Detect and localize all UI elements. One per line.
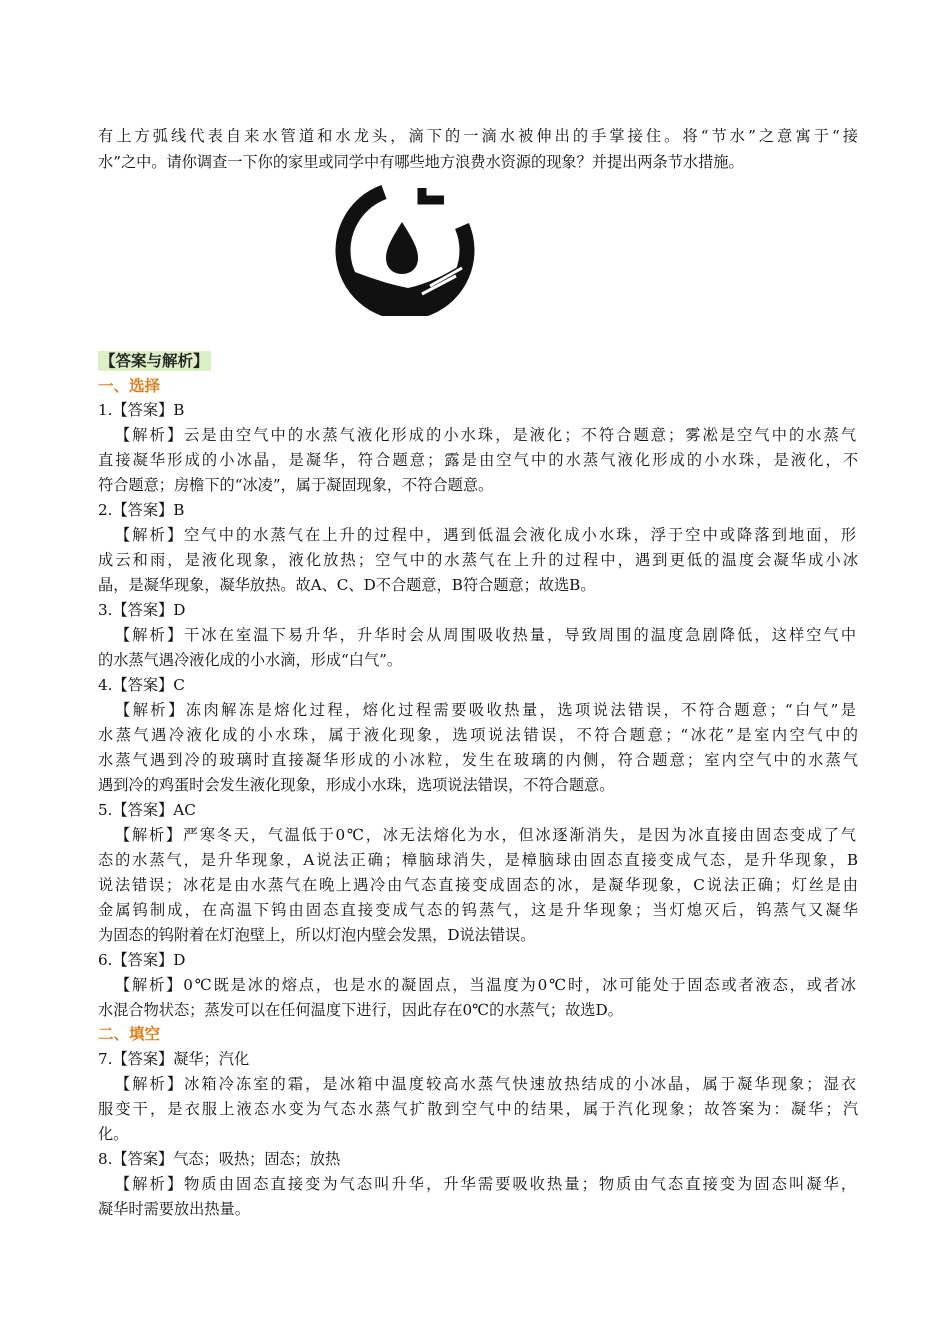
analysis-line: 【解析】空气中的水蒸气在上升的过程中，遇到低温会液化成小水珠，浮于空中或降落到地面，形 — [115, 526, 856, 544]
section-title-choice: 一、选择 — [98, 376, 161, 395]
analysis-line: 态的水蒸气，是升华现象，A说法正确；樟脑球消失，是樟脑球由固态直接变成气态，是升华现象，B — [98, 851, 858, 869]
analysis-line: 遇到冷的鸡蛋时会发生液化现象，形成小水珠，选项说法错误，不符合题意。 — [98, 776, 615, 794]
analysis-line: 【解析】冻肉解冻是熔化过程，熔化过程需要吸收热量，选项说法错误，不符合题意；“白气”是 — [115, 701, 856, 719]
answer-line: 8.【答案】气态；吸热；固态；放热 — [98, 1150, 341, 1168]
answer-line: 6.【答案】D — [98, 951, 186, 969]
analysis-line: 【解析】干冰在室温下易升华，升华时会从周围吸收热量，导致周围的温度急剧降低，这样空气中 — [115, 626, 856, 644]
intro-line-1: 有上方弧线代表自来水管道和水龙头，滴下的一滴水被伸出的手掌接住。将“节水”之意寓于“接 — [98, 127, 858, 145]
answer-line: 3.【答案】D — [98, 601, 186, 619]
analysis-line: 服变干，是衣服上液态水变为气态水蒸气扩散到空气中的结果，属于汽化现象；故答案为：凝华；汽 — [98, 1100, 858, 1118]
water-saving-logo-icon — [326, 180, 478, 316]
analysis-line: 成云和雨，是液化现象，液化放热；空气中的水蒸气在上升的过程中，遇到更低的温度会凝华成小冰 — [98, 551, 858, 569]
analysis-line: 水混合物状态；蒸发可以在任何温度下进行，因此存在0℃的水蒸气；故选D。 — [98, 1001, 623, 1019]
analysis-line: 凝华时需要放出热量。 — [98, 1200, 250, 1218]
answer-line: 7.【答案】凝华；汽化 — [98, 1050, 250, 1068]
section-title-fill: 二、填空 — [98, 1024, 161, 1043]
analysis-line: 金属钨制成，在高温下钨由固态直接变成气态的钨蒸气，这是升华现象；当灯熄灭后，钨蒸气又凝华 — [98, 901, 858, 919]
analysis-line: 【解析】严寒冬天，气温低于0℃，冰无法熔化为水，但冰逐渐消失，是因为冰直接由固态变成了气 — [115, 826, 856, 844]
analysis-line: 为固态的钨附着在灯泡壁上，所以灯泡内壁会发黑，D说法错误。 — [98, 926, 536, 944]
intro-line-2: 水”之中。请你调查一下你的家里或同学中有哪些地方浪费水资源的现象？并提出两条节水措施。 — [98, 153, 744, 171]
analysis-line: 【解析】云是由空气中的水蒸气液化形成的小水珠，是液化；不符合题意；雾凇是空气中的水蒸气 — [115, 426, 856, 444]
analysis-line: 说法错误；冰花是由水蒸气在晚上遇冷由气态直接变成固态的冰，是凝华现象，C说法正确；灯丝是由 — [98, 876, 858, 894]
analysis-line: 晶，是凝华现象，凝华放热。故A、C、D不合题意，B符合题意；故选B。 — [98, 576, 596, 594]
analysis-line: 水蒸气遇到冷的玻璃时直接凝华形成的小冰粒，发生在玻璃的内侧，符合题意；室内空气中的水蒸气 — [98, 751, 858, 769]
answer-line: 1.【答案】B — [98, 401, 185, 419]
answer-line: 5.【答案】AC — [98, 801, 196, 819]
analysis-line: 水蒸气遇冷液化成的小水珠，属于液化现象，选项说法错误，不符合题意；“冰花”是室内空气中的 — [98, 726, 858, 744]
analysis-line: 【解析】0℃既是冰的熔点，也是水的凝固点，当温度为0℃时，冰可能处于固态或者液态，或者冰 — [115, 976, 856, 994]
answer-heading: 【答案与解析】 — [100, 351, 209, 370]
analysis-line: 【解析】物质由固态直接变为气态叫升华，升华需要吸收热量；物质由气态直接变为固态叫凝华， — [115, 1175, 856, 1193]
analysis-line: 【解析】冰箱冷冻室的霜，是冰箱中温度较高水蒸气快速放热结成的小冰晶，属于凝华现象；湿衣 — [115, 1075, 856, 1093]
answer-line: 4.【答案】C — [98, 676, 185, 694]
analysis-line: 符合题意；房檐下的“冰凌”，属于凝固现象，不符合题意。 — [98, 476, 494, 494]
analysis-line: 化。 — [98, 1125, 129, 1143]
analysis-line: 的水蒸气遇冷液化成的小水滴，形成“白气”。 — [98, 651, 403, 669]
analysis-line: 直接凝华形成的小冰晶，是凝华，符合题意；露是由空气中的水蒸气液化形成的小水珠，是液化，不 — [98, 451, 858, 469]
answer-line: 2.【答案】B — [98, 501, 185, 519]
